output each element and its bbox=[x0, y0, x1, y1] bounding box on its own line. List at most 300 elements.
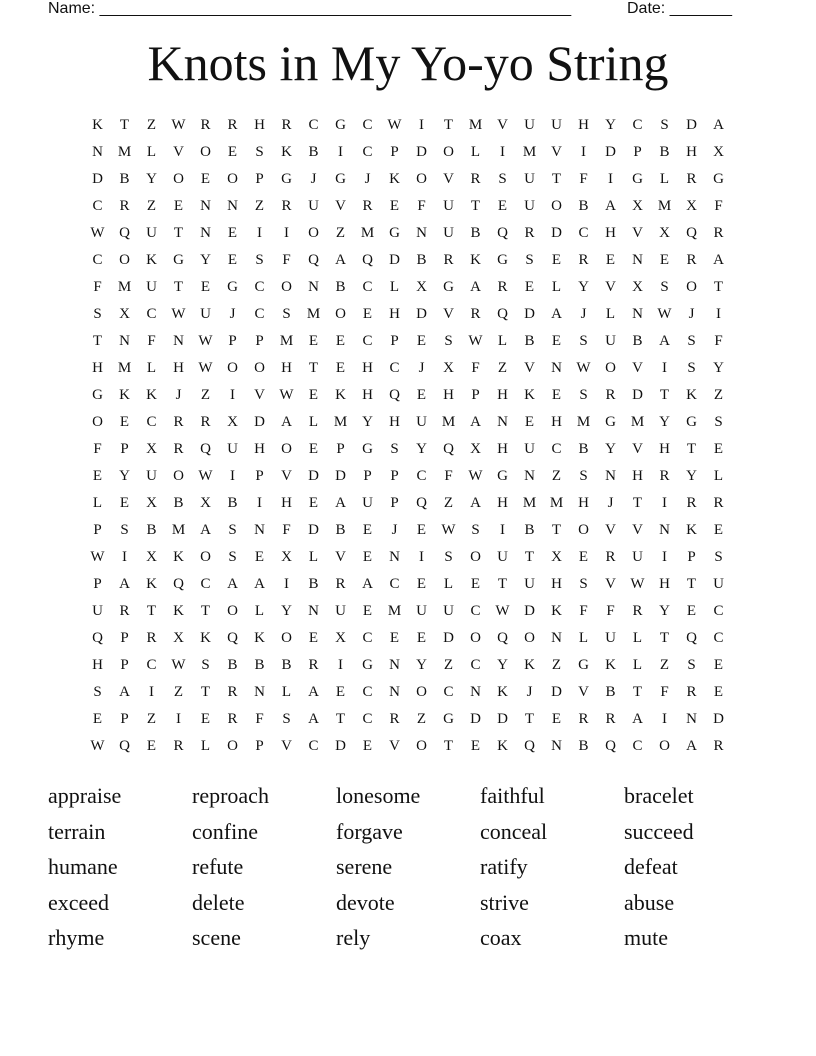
grid-letter: U bbox=[146, 468, 157, 484]
grid-letter: X bbox=[443, 360, 454, 376]
grid-letter: E bbox=[524, 279, 535, 295]
grid-letter: B bbox=[173, 495, 184, 511]
word-list-item: scene bbox=[192, 925, 241, 950]
grid-letter: S bbox=[255, 144, 264, 160]
grid-letter: C bbox=[389, 360, 400, 376]
grid-letter: A bbox=[605, 198, 616, 214]
grid-letter: D bbox=[416, 306, 427, 322]
grid-letter: T bbox=[551, 522, 562, 538]
grid-letter: P bbox=[255, 171, 264, 187]
grid-letter: S bbox=[687, 657, 696, 673]
word-list-item: rhyme bbox=[48, 925, 105, 950]
grid-letter: M bbox=[117, 144, 132, 160]
word-list-item: exceed bbox=[48, 889, 110, 915]
grid-letter: V bbox=[632, 522, 643, 538]
grid-letter: E bbox=[659, 252, 670, 268]
grid-letter: K bbox=[173, 549, 184, 565]
grid-letter: T bbox=[632, 684, 643, 700]
grid-letter: I bbox=[176, 711, 181, 727]
grid-letter: R bbox=[227, 117, 238, 133]
grid-letter: B bbox=[578, 198, 589, 214]
grid-letter: J bbox=[391, 522, 398, 538]
grid-letter: G bbox=[335, 171, 346, 187]
grid-letter: N bbox=[389, 657, 400, 673]
grid-letter: K bbox=[686, 387, 697, 403]
grid-letter: Q bbox=[308, 252, 319, 268]
grid-letter: T bbox=[686, 576, 697, 592]
grid-letter: O bbox=[173, 468, 184, 484]
grid-letter: D bbox=[551, 225, 562, 241]
grid-letter: R bbox=[470, 306, 481, 322]
grid-letter: G bbox=[92, 387, 103, 403]
grid-letter: W bbox=[171, 657, 186, 673]
grid-letter: Q bbox=[389, 387, 400, 403]
grid-letter: O bbox=[551, 198, 562, 214]
grid-letter: V bbox=[524, 360, 535, 376]
grid-letter: C bbox=[416, 468, 427, 484]
grid-letter: S bbox=[471, 522, 480, 538]
grid-letter: E bbox=[551, 333, 562, 349]
grid-letter: Z bbox=[200, 387, 211, 403]
grid-letter: S bbox=[228, 522, 237, 538]
grid-letter: I bbox=[581, 144, 586, 160]
grid-letter: C bbox=[92, 252, 103, 268]
grid-letter: P bbox=[228, 333, 237, 349]
grid-letter: R bbox=[362, 198, 373, 214]
grid-letter: N bbox=[254, 522, 265, 538]
grid-letter: A bbox=[551, 306, 562, 322]
grid-letter: D bbox=[416, 144, 427, 160]
grid-letter: U bbox=[308, 198, 319, 214]
grid-letter: E bbox=[470, 576, 481, 592]
grid-letter: N bbox=[416, 225, 427, 241]
grid-letter: H bbox=[632, 468, 643, 484]
grid-letter: O bbox=[254, 360, 265, 376]
grid-letter: X bbox=[227, 414, 238, 430]
grid-letter: K bbox=[470, 252, 481, 268]
grid-letter: T bbox=[200, 603, 211, 619]
grid-letter: S bbox=[444, 549, 453, 565]
grid-letter: V bbox=[335, 549, 346, 565]
grid-letter: P bbox=[471, 387, 480, 403]
grid-letter: H bbox=[578, 117, 589, 133]
grid-letter: U bbox=[497, 549, 508, 565]
grid-letter: Y bbox=[497, 657, 508, 673]
grid-letter: N bbox=[632, 252, 643, 268]
grid-letter: H bbox=[686, 144, 697, 160]
grid-letter: X bbox=[632, 198, 643, 214]
grid-letter: H bbox=[389, 306, 400, 322]
grid-letter: E bbox=[389, 198, 400, 214]
grid-letter: S bbox=[579, 333, 588, 349]
grid-letter: C bbox=[92, 198, 103, 214]
grid-letter: O bbox=[173, 171, 184, 187]
grid-letter: A bbox=[200, 522, 211, 538]
grid-letter: T bbox=[524, 549, 535, 565]
grid-letter: M bbox=[387, 603, 402, 619]
grid-letter: U bbox=[92, 603, 103, 619]
grid-letter: E bbox=[416, 630, 427, 646]
grid-letter: B bbox=[632, 333, 643, 349]
grid-letter: B bbox=[227, 657, 238, 673]
grid-letter: E bbox=[308, 495, 319, 511]
grid-letter: R bbox=[578, 711, 589, 727]
grid-letter: T bbox=[551, 171, 562, 187]
grid-letter: D bbox=[686, 117, 697, 133]
grid-letter: R bbox=[281, 198, 292, 214]
word-list-item: lonesome bbox=[336, 783, 421, 808]
grid-letter: B bbox=[335, 279, 346, 295]
grid-letter: Q bbox=[686, 630, 697, 646]
grid-letter: C bbox=[362, 279, 373, 295]
grid-letter: Z bbox=[335, 225, 346, 241]
grid-letter: I bbox=[257, 495, 262, 511]
grid-letter: E bbox=[578, 549, 589, 565]
grid-letter: B bbox=[524, 333, 535, 349]
grid-letter: D bbox=[254, 414, 265, 430]
grid-letter: C bbox=[551, 441, 562, 457]
grid-letter: T bbox=[524, 711, 535, 727]
grid-letter: C bbox=[470, 657, 481, 673]
grid-letter: O bbox=[227, 171, 238, 187]
grid-letter: N bbox=[470, 684, 481, 700]
grid-letter: T bbox=[470, 198, 481, 214]
grid-letter: Z bbox=[146, 117, 157, 133]
grid-letter: O bbox=[200, 144, 211, 160]
grid-letter: I bbox=[284, 225, 289, 241]
grid-letter: O bbox=[335, 306, 346, 322]
grid-letter: B bbox=[227, 495, 238, 511]
grid-letter: W bbox=[495, 603, 510, 619]
grid-letter: N bbox=[308, 279, 319, 295]
grid-letter: E bbox=[389, 630, 400, 646]
grid-letter: V bbox=[605, 576, 616, 592]
grid-letter: Z bbox=[173, 684, 184, 700]
grid-letter: G bbox=[173, 252, 184, 268]
grid-letter: D bbox=[389, 252, 400, 268]
grid-letter: K bbox=[281, 144, 292, 160]
grid-letter: A bbox=[713, 252, 724, 268]
grid-letter: D bbox=[497, 711, 508, 727]
grid-letter: L bbox=[497, 333, 508, 349]
grid-letter: L bbox=[146, 360, 157, 376]
grid-letter: C bbox=[200, 576, 211, 592]
grid-letter: G bbox=[335, 117, 346, 133]
grid-letter: T bbox=[659, 630, 670, 646]
grid-letter: M bbox=[306, 306, 321, 322]
grid-letter: W bbox=[90, 225, 105, 241]
grid-letter: M bbox=[360, 225, 375, 241]
grid-letter: K bbox=[92, 117, 103, 133]
grid-letter: E bbox=[335, 333, 346, 349]
grid-letter: J bbox=[229, 306, 236, 322]
grid-letter: K bbox=[497, 738, 508, 754]
word-list-item: mute bbox=[624, 925, 668, 950]
grid-letter: N bbox=[173, 333, 184, 349]
grid-letter: D bbox=[308, 468, 319, 484]
grid-letter: R bbox=[227, 711, 238, 727]
grid-letter: R bbox=[173, 414, 184, 430]
grid-letter: S bbox=[687, 360, 696, 376]
grid-letter: V bbox=[254, 387, 265, 403]
grid-letter: C bbox=[362, 711, 373, 727]
grid-letter: X bbox=[119, 306, 130, 322]
grid-letter: U bbox=[524, 171, 535, 187]
word-list-item: confine bbox=[192, 818, 258, 844]
word-list-item: faithful bbox=[480, 783, 545, 808]
grid-letter: J bbox=[580, 306, 587, 322]
grid-letter: E bbox=[308, 630, 319, 646]
grid-letter: E bbox=[470, 738, 481, 754]
grid-letter: S bbox=[687, 333, 696, 349]
grid-letter: Q bbox=[524, 738, 535, 754]
grid-letter: J bbox=[526, 684, 533, 700]
grid-letter: F bbox=[444, 468, 453, 484]
grid-letter: H bbox=[281, 360, 292, 376]
word-list bbox=[48, 778, 768, 956]
grid-letter: I bbox=[338, 657, 343, 673]
grid-letter: J bbox=[175, 387, 182, 403]
grid-letter: Q bbox=[362, 252, 373, 268]
grid-letter: V bbox=[632, 225, 643, 241]
grid-letter: R bbox=[308, 657, 319, 673]
grid-letter: M bbox=[549, 495, 564, 511]
grid-letter: Q bbox=[416, 495, 427, 511]
grid-letter: A bbox=[281, 414, 292, 430]
grid-letter: S bbox=[579, 387, 588, 403]
grid-letter: B bbox=[308, 144, 319, 160]
grid-letter: Q bbox=[497, 306, 508, 322]
grid-letter: X bbox=[659, 225, 670, 241]
grid-letter: V bbox=[443, 171, 454, 187]
grid-letter: Y bbox=[362, 414, 373, 430]
grid-letter: O bbox=[443, 144, 454, 160]
grid-letter: O bbox=[416, 171, 427, 187]
grid-letter: G bbox=[713, 171, 724, 187]
grid-letter: T bbox=[659, 387, 670, 403]
grid-letter: S bbox=[660, 117, 669, 133]
grid-letter: E bbox=[416, 576, 427, 592]
grid-letter: R bbox=[578, 252, 589, 268]
grid-letter: Z bbox=[659, 657, 670, 673]
grid-letter: S bbox=[282, 306, 291, 322]
grid-letter: O bbox=[470, 630, 481, 646]
grid-letter: M bbox=[657, 198, 672, 214]
grid-letter: R bbox=[335, 576, 346, 592]
grid-letter: F bbox=[660, 684, 669, 700]
grid-letter: L bbox=[443, 576, 454, 592]
grid-letter: R bbox=[173, 738, 184, 754]
grid-letter: C bbox=[632, 738, 643, 754]
grid-letter: T bbox=[308, 360, 319, 376]
grid-letter: D bbox=[713, 711, 724, 727]
grid-letter: U bbox=[146, 279, 157, 295]
grid-letter: H bbox=[497, 441, 508, 457]
grid-letter: E bbox=[254, 549, 265, 565]
grid-letter: E bbox=[362, 522, 373, 538]
grid-letter: B bbox=[281, 657, 292, 673]
grid-letter: C bbox=[713, 630, 724, 646]
grid-letter: A bbox=[119, 684, 130, 700]
grid-letter: L bbox=[713, 468, 724, 484]
letter-grid bbox=[84, 112, 732, 760]
grid-letter: E bbox=[173, 198, 184, 214]
grid-letter: M bbox=[117, 360, 132, 376]
grid-letter: M bbox=[333, 414, 348, 430]
grid-letter: E bbox=[686, 603, 697, 619]
grid-letter: S bbox=[201, 657, 210, 673]
grid-letter: F bbox=[471, 360, 480, 376]
grid-letter: V bbox=[389, 738, 400, 754]
grid-letter: E bbox=[416, 387, 427, 403]
grid-letter: V bbox=[632, 441, 643, 457]
grid-letter: P bbox=[390, 333, 399, 349]
grid-letter: O bbox=[227, 603, 238, 619]
grid-letter: I bbox=[662, 495, 667, 511]
grid-letter: D bbox=[524, 603, 535, 619]
grid-letter: E bbox=[416, 522, 427, 538]
word-list-item: forgave bbox=[336, 818, 403, 844]
grid-letter: R bbox=[605, 387, 616, 403]
grid-letter: P bbox=[390, 468, 399, 484]
grid-letter: I bbox=[662, 549, 667, 565]
grid-letter: K bbox=[686, 522, 697, 538]
grid-letter: S bbox=[579, 468, 588, 484]
word-list-item: appraise bbox=[48, 783, 122, 808]
grid-letter: F bbox=[417, 198, 426, 214]
grid-letter: L bbox=[605, 306, 616, 322]
grid-letter: Q bbox=[686, 225, 697, 241]
grid-letter: H bbox=[578, 495, 589, 511]
grid-letter: U bbox=[362, 495, 373, 511]
grid-letter: B bbox=[578, 441, 589, 457]
grid-letter: T bbox=[443, 738, 454, 754]
grid-letter: R bbox=[713, 738, 724, 754]
grid-letter: H bbox=[605, 225, 616, 241]
grid-letter: E bbox=[119, 495, 130, 511]
grid-letter: R bbox=[443, 252, 454, 268]
word-list-item: humane bbox=[48, 854, 118, 879]
grid-letter: U bbox=[146, 225, 157, 241]
grid-letter: C bbox=[146, 657, 157, 673]
grid-letter: R bbox=[686, 252, 697, 268]
grid-letter: N bbox=[389, 549, 400, 565]
grid-letter: P bbox=[255, 738, 264, 754]
grid-letter: P bbox=[633, 144, 642, 160]
grid-letter: U bbox=[632, 549, 643, 565]
grid-letter: P bbox=[93, 576, 102, 592]
grid-letter: I bbox=[338, 144, 343, 160]
grid-letter: C bbox=[254, 306, 265, 322]
grid-letter: T bbox=[200, 684, 211, 700]
grid-letter: I bbox=[608, 171, 613, 187]
grid-letter: E bbox=[713, 657, 724, 673]
grid-letter: S bbox=[498, 171, 507, 187]
grid-letter: S bbox=[93, 684, 102, 700]
grid-letter: E bbox=[551, 711, 562, 727]
word-list-item: serene bbox=[336, 854, 393, 879]
grid-letter: I bbox=[662, 360, 667, 376]
grid-letter: G bbox=[497, 468, 508, 484]
grid-letter: H bbox=[551, 576, 562, 592]
grid-letter: I bbox=[500, 522, 505, 538]
grid-letter: Q bbox=[227, 630, 238, 646]
grid-letter: A bbox=[470, 495, 481, 511]
grid-letter: A bbox=[659, 333, 670, 349]
grid-letter: B bbox=[578, 738, 589, 754]
grid-letter: M bbox=[279, 333, 294, 349]
grid-letter: W bbox=[171, 117, 186, 133]
grid-letter: F bbox=[579, 603, 588, 619]
grid-letter: D bbox=[335, 738, 346, 754]
grid-letter: O bbox=[281, 630, 292, 646]
grid-letter: O bbox=[227, 738, 238, 754]
word-list-item: succeed bbox=[624, 818, 694, 844]
grid-letter: T bbox=[92, 333, 103, 349]
word-list-item: rely bbox=[336, 925, 371, 950]
grid-letter: A bbox=[227, 576, 238, 592]
grid-letter: N bbox=[119, 333, 130, 349]
grid-letter: N bbox=[200, 198, 211, 214]
grid-letter: T bbox=[713, 279, 724, 295]
grid-letter: R bbox=[200, 117, 211, 133]
grid-letter: W bbox=[441, 522, 456, 538]
grid-letter: F bbox=[282, 522, 291, 538]
grid-letter: R bbox=[200, 414, 211, 430]
grid-letter: K bbox=[200, 630, 211, 646]
grid-letter: J bbox=[688, 306, 695, 322]
grid-letter: I bbox=[716, 306, 721, 322]
grid-letter: R bbox=[632, 603, 643, 619]
grid-letter: D bbox=[308, 522, 319, 538]
grid-letter: N bbox=[389, 684, 400, 700]
grid-letter: L bbox=[200, 738, 211, 754]
grid-letter: O bbox=[659, 738, 670, 754]
grid-letter: O bbox=[281, 279, 292, 295]
grid-letter: Q bbox=[497, 630, 508, 646]
word-list-item: coax bbox=[480, 925, 522, 950]
grid-letter: C bbox=[146, 306, 157, 322]
grid-letter: A bbox=[713, 117, 724, 133]
grid-letter: N bbox=[497, 414, 508, 430]
grid-letter: K bbox=[389, 171, 400, 187]
grid-letter: A bbox=[308, 684, 319, 700]
grid-letter: S bbox=[660, 279, 669, 295]
grid-letter: E bbox=[362, 549, 373, 565]
grid-letter: N bbox=[92, 144, 103, 160]
grid-letter: U bbox=[524, 117, 535, 133]
grid-letter: N bbox=[686, 711, 697, 727]
grid-letter: V bbox=[335, 198, 346, 214]
grid-letter: I bbox=[122, 549, 127, 565]
grid-letter: E bbox=[362, 603, 373, 619]
grid-letter: K bbox=[119, 387, 130, 403]
grid-letter: W bbox=[630, 576, 645, 592]
grid-letter: U bbox=[605, 630, 616, 646]
grid-letter: E bbox=[713, 522, 724, 538]
grid-letter: Z bbox=[254, 198, 265, 214]
grid-letter: E bbox=[605, 252, 616, 268]
grid-letter: A bbox=[335, 252, 346, 268]
word-list-item: devote bbox=[336, 889, 395, 915]
grid-letter: W bbox=[171, 306, 186, 322]
grid-letter: C bbox=[713, 603, 724, 619]
grid-letter: V bbox=[281, 738, 292, 754]
grid-letter: H bbox=[362, 360, 373, 376]
grid-letter: L bbox=[389, 279, 400, 295]
grid-letter: R bbox=[686, 684, 697, 700]
grid-letter: I bbox=[500, 144, 505, 160]
